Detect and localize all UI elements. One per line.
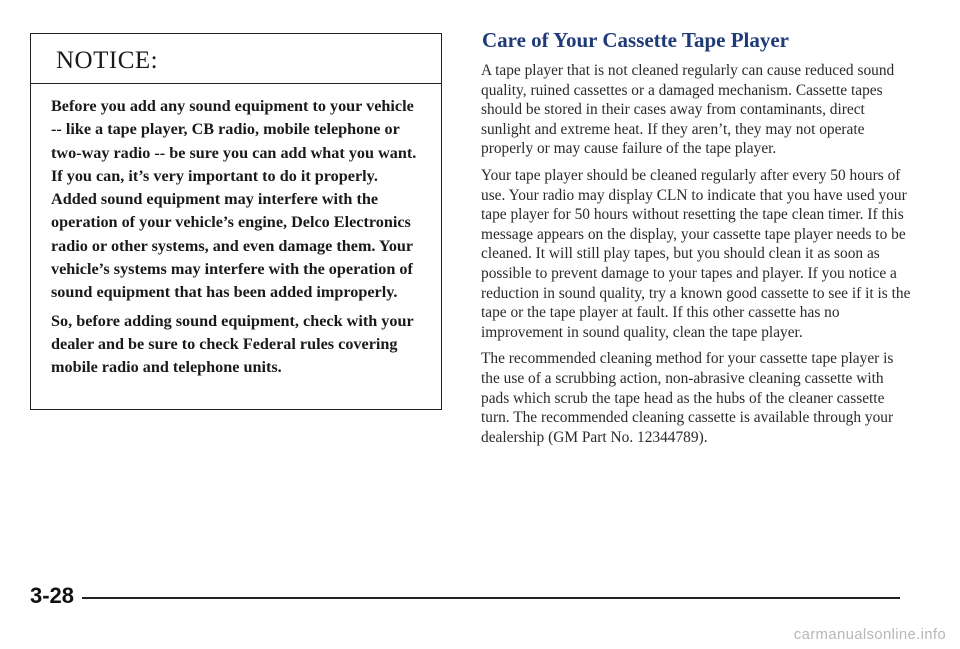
notice-title: NOTICE: <box>56 47 159 74</box>
cassette-care-section <box>481 28 913 454</box>
section-paragraph: A tape player that is not cleaned regularly can cause reduced sound quality, ruined cassettes or a damaged mechanism. Cassette tapes should be stored in their cases away from contaminants, direct sunlight and extreme heat. If they aren’t, they may not operate properly or may cause failure of the tape player. <box>481 62 895 158</box>
notice-box <box>30 33 442 410</box>
section-paragraph: The recommended cleaning method for your cassette tape player is the use of a scrubbing action, non-abrasive cleaning cassette with pads which scrub the tape head as the hubs of the cleaner cassette turn. The recommended cleaning cassette is available through your dealership (GM Part No. 12344789). <box>481 350 894 446</box>
footer-rule <box>82 597 900 599</box>
section-title: Care of Your Cassette Tape Player <box>482 28 789 52</box>
page-footer <box>30 583 900 609</box>
notice-paragraph: So, before adding sound equipment, check with your dealer and be sure to check Federal rules covering mobile radio and telephone units. <box>51 311 414 377</box>
watermark: carmanualsonline.info <box>793 626 946 643</box>
notice-header <box>31 34 441 84</box>
notice-body <box>31 84 441 380</box>
section-paragraph: Your tape player should be cleaned regularly after every 50 hours of use. Your radio may display CLN to indicate that you have used your tape player for 50 hours without resetting the tape clean timer. If this message appears on the display, your cassette tape player needs to be cleaned. It will still play tapes, but you should clean it as soon as possible to prevent damage to your tapes and player. If you notice a reduction in sound quality, try a known good cassette to see if it is the tape or the tape player at fault. If this other cassette has no improvement in sound quality, clean the tape player. <box>481 166 911 341</box>
page-number: 3-28 <box>30 583 75 608</box>
notice-paragraph: Before you add any sound equipment to your vehicle -- like a tape player, CB radio, mobile telephone or two-way radio -- be sure you can add what you want. If you can, it’s very important to do it properly. Added sound equipment may interfere with the operation of your vehicle’s engine, Delco Electronics radio or other systems, and even damage them. Your vehicle’s systems may interfere with the operation of sound equipment that has been added improperly. <box>51 97 417 302</box>
